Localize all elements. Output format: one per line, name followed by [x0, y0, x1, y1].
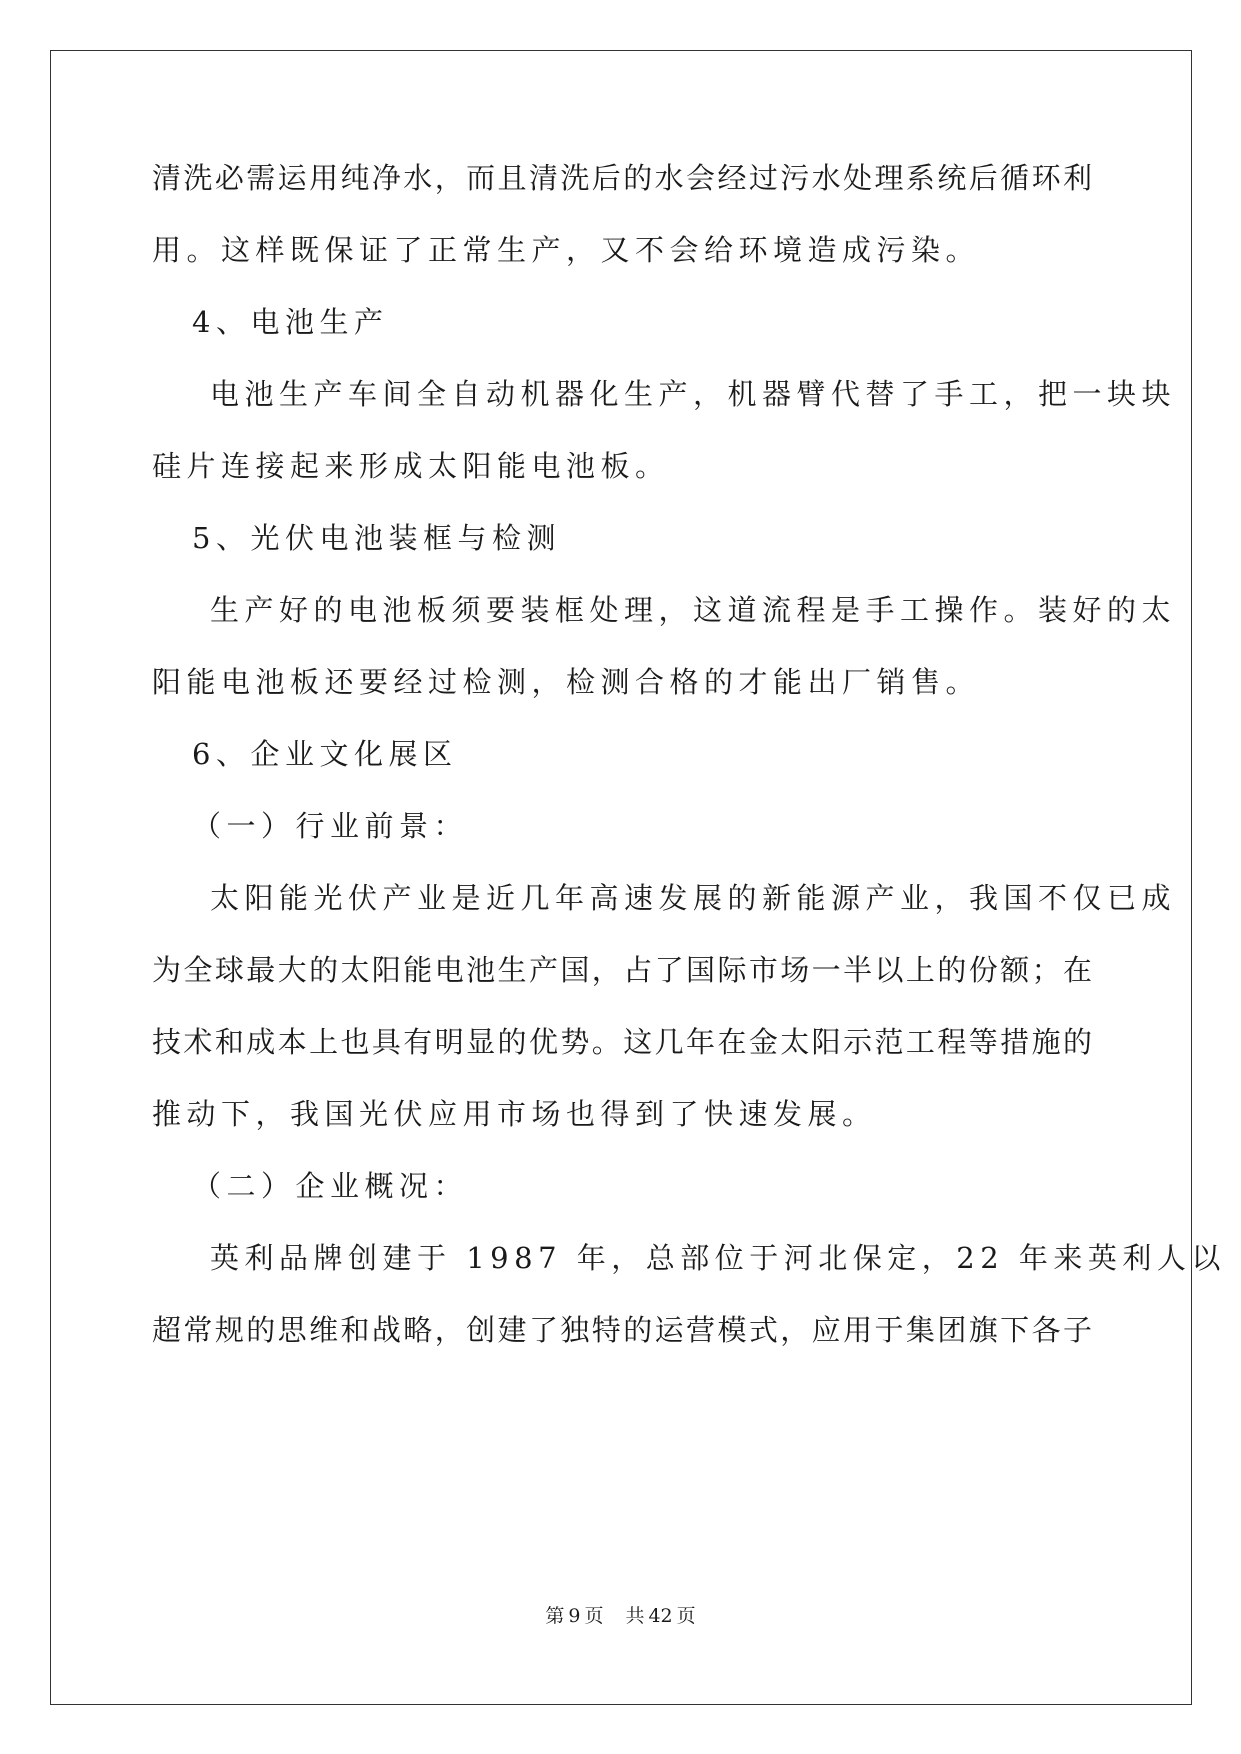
body-line: 超常规的思维和战略，创建了独特的运营模式，应用于集团旗下各子 [152, 1313, 1092, 1347]
section-heading: 5、光伏电池装框与检测 [192, 521, 561, 555]
footer-total-prefix: 共 [625, 1605, 645, 1627]
section-heading: 6、企业文化展区 [192, 737, 458, 771]
page-footer [0, 1604, 1241, 1628]
subsection-heading: （二）企业概况： [192, 1169, 469, 1203]
body-line: 硅片连接起来形成太阳能电池板。 [152, 449, 670, 483]
body-line: 电池生产车间全自动机器化生产，机器臂代替了手工，把一块块 [210, 377, 1177, 411]
body-line: 太阳能光伏产业是近几年高速发展的新能源产业，我国不仅已成 [210, 881, 1177, 915]
body-line: 生产好的电池板须要装框处理，这道流程是手工操作。装好的太 [210, 593, 1177, 627]
footer-page-word: 页 [584, 1605, 604, 1627]
footer-total-word: 页 [676, 1605, 696, 1627]
subsection-heading: （一）行业前景： [192, 809, 469, 843]
current-page-number: 9 [568, 1605, 581, 1627]
footer-prefix: 第 [545, 1605, 565, 1627]
body-line: 技术和成本上也具有明显的优势。这几年在金太阳示范工程等措施的 [152, 1025, 1092, 1059]
total-page-count: 42 [648, 1605, 673, 1627]
body-line: 英利品牌创建于 1987 年，总部位于河北保定，22 年来英利人以 [210, 1241, 1226, 1275]
body-line: 用。这样既保证了正常生产，又不会给环境造成污染。 [152, 233, 981, 267]
section-heading: 4、电池生产 [192, 305, 389, 339]
body-line: 清洗必需运用纯净水，而且清洗后的水会经过污水处理系统后循环利 [152, 161, 1092, 195]
body-line: 为全球最大的太阳能电池生产国，占了国际市场一半以上的份额；在 [152, 953, 1092, 987]
body-line: 阳能电池板还要经过检测，检测合格的才能出厂销售。 [152, 665, 981, 699]
body-line: 推动下，我国光伏应用市场也得到了快速发展。 [152, 1097, 877, 1131]
